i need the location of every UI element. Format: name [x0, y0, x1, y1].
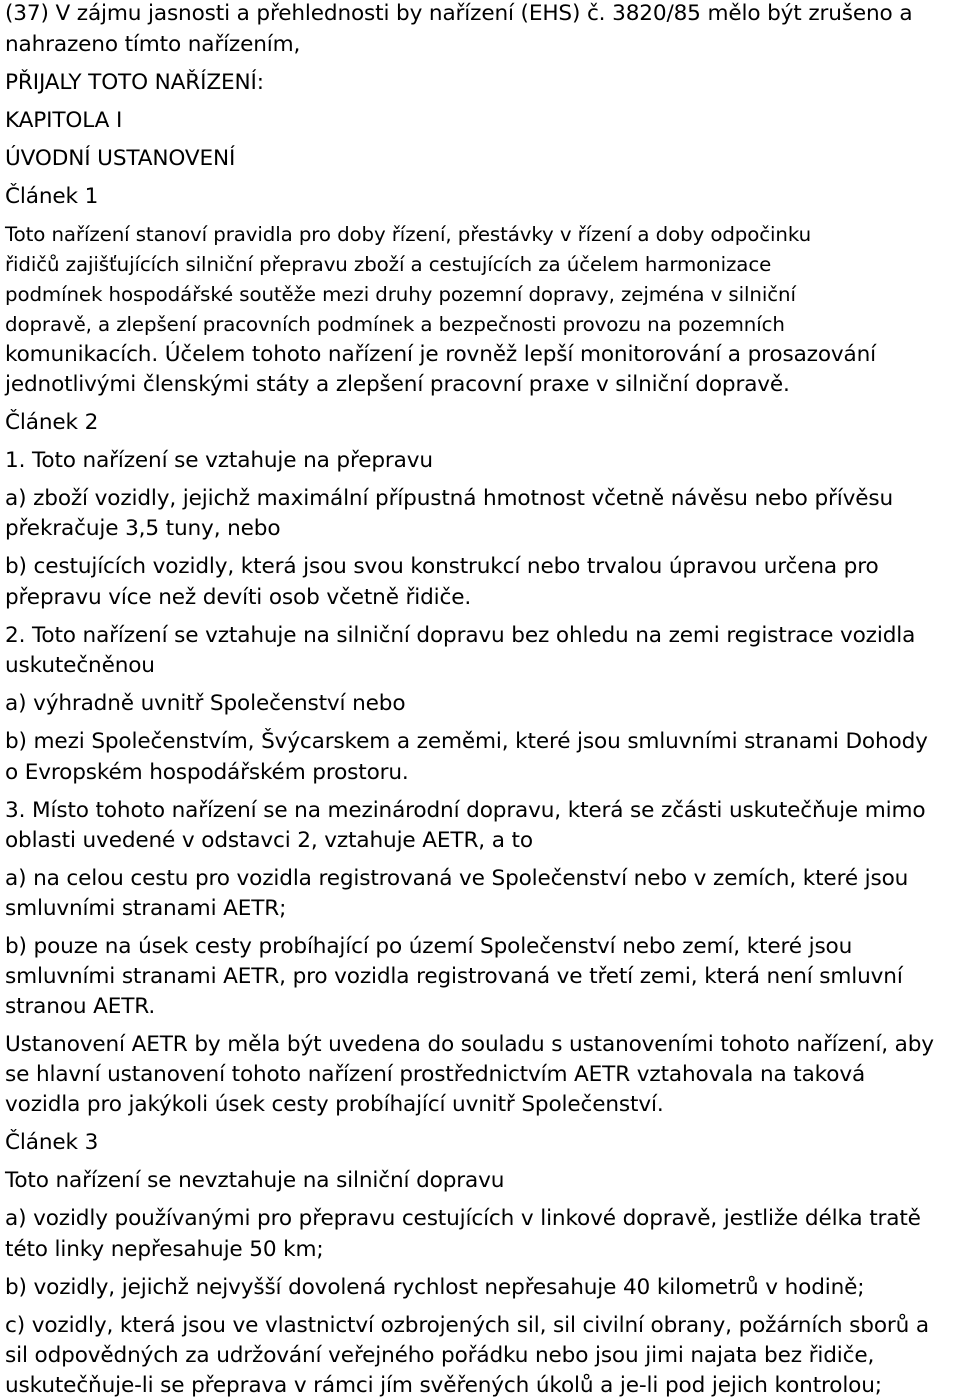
aetr-paragraph-line-3: vozidla pro jakýkoli úsek cesty probíhající uvnitř Společenství. [5, 1092, 664, 1117]
article-1-text-line-4: dopravě, a zlepšení pracovních podmínek a bezpečnosti provozu na pozemních [5, 313, 785, 336]
chapter-title: ÚVODNÍ USTANOVENÍ [5, 146, 236, 171]
article-3-a-line-2: této linky nepřesahuje 50 km; [5, 1237, 324, 1262]
article-1-text-line-6: jednotlivými členskými státy a zlepšení pracovní praxe v silniční dopravě. [5, 372, 790, 397]
article-2-para-2-line-2: uskutečněnou [5, 653, 155, 678]
article-3-c-line-2: sil odpovědných za udržování veřejného pořádku nebo jsou jimi najata bez řidiče, [5, 1343, 875, 1368]
aetr-paragraph-line-2: se hlavní ustanovení tohoto nařízení prostřednictvím AETR vztahovala na taková [5, 1062, 866, 1087]
article-1-text-line-3: podmínek hospodářské soutěže mezi druhy pozemní dopravy, zejména v silniční [5, 283, 796, 306]
article-3-b: b) vozidly, jejichž nejvyšší dovolená rychlost nepřesahuje 40 kilometrů v hodině; [5, 1275, 865, 1300]
article-3-a-line-1: a) vozidly používanými pro přepravu cestujících v linkové dopravě, jestliže délka tratě [5, 1206, 921, 1231]
article-2-para-3-b-line-2: smluvními stranami AETR, pro vozidla registrovaná ve třetí zemi, která není smluvní [5, 964, 903, 989]
article-1-heading: Článek 1 [5, 184, 99, 209]
article-2-para-3-b-line-1: b) pouze na úsek cesty probíhající po území Společenství nebo zemí, které jsou [5, 934, 853, 959]
article-2-para-2-a: a) výhradně uvnitř Společenství nebo [5, 691, 406, 716]
article-2-para-1-b-line-1: b) cestujících vozidly, která jsou svou konstrukcí nebo trvalou úpravou určena pro [5, 554, 879, 579]
article-3-c-line-1: c) vozidly, která jsou ve vlastnictví ozbrojených sil, sil civilní obrany, požárních sborů a [5, 1313, 929, 1338]
article-3-c-line-3: uskutečňuje-li se přeprava v rámci jím svěřených úkolů a je-li pod jejich kontrolou; [5, 1373, 882, 1398]
article-1-text-line-5: komunikacích. Účelem tohoto nařízení je rovněž lepší monitorování a prosazování [5, 342, 876, 367]
article-2-para-3-line-2: oblasti uvedené v odstavci 2, vztahuje AETR, a to [5, 828, 533, 853]
article-2-para-3-a-line-1: a) na celou cestu pro vozidla registrovaná ve Společenství nebo v zemích, které jsou [5, 866, 909, 891]
article-2-heading: Článek 2 [5, 410, 99, 435]
article-2-para-1-a-line-2: překračuje 3,5 tuny, nebo [5, 516, 281, 541]
paragraph-37-line-2: nahrazeno tímto nařízením, [5, 32, 301, 57]
paragraph-37-line-1: (37) V zájmu jasnosti a přehlednosti by nařízení (EHS) č. 3820/85 mělo být zrušeno a [5, 1, 913, 26]
chapter-heading: KAPITOLA I [5, 108, 123, 133]
article-2-para-1: 1. Toto nařízení se vztahuje na přepravu [5, 448, 433, 473]
article-2-para-1-a-line-1: a) zboží vozidly, jejichž maximální přípustná hmotnost včetně návěsu nebo přívěsu [5, 486, 893, 511]
article-2-para-2-line-1: 2. Toto nařízení se vztahuje na silniční dopravu bez ohledu na zemi registrace vozidla [5, 623, 916, 648]
adoption-formula: PŘIJALY TOTO NAŘÍZENÍ: [5, 70, 264, 95]
article-2-para-1-b-line-2: přepravu více než devíti osob včetně řidiče. [5, 585, 472, 610]
article-2-para-3-a-line-2: smluvními stranami AETR; [5, 896, 287, 921]
article-2-para-2-b-line-2: o Evropském hospodářském prostoru. [5, 760, 409, 785]
article-2-para-2-b-line-1: b) mezi Společenstvím, Švýcarskem a zeměmi, které jsou smluvními stranami Dohody [5, 729, 928, 754]
article-3-intro: Toto nařízení se nevztahuje na silniční dopravu [5, 1168, 505, 1193]
article-1-text-line-1: Toto nařízení stanoví pravidla pro doby řízení, přestávky v řízení a doby odpočinku [5, 223, 812, 246]
article-2-para-3-line-1: 3. Místo tohoto nařízení se na mezinárodní dopravu, která se zčásti uskutečňuje mimo [5, 798, 926, 823]
article-3-heading: Článek 3 [5, 1130, 99, 1155]
aetr-paragraph-line-1: Ustanovení AETR by měla být uvedena do souladu s ustanoveními tohoto nařízení, aby [5, 1032, 934, 1057]
article-2-para-3-b-line-3: stranou AETR. [5, 994, 156, 1019]
article-1-text-line-2: řidičů zajišťujících silniční přepravu zboží a cestujících za účelem harmonizace [5, 253, 772, 276]
